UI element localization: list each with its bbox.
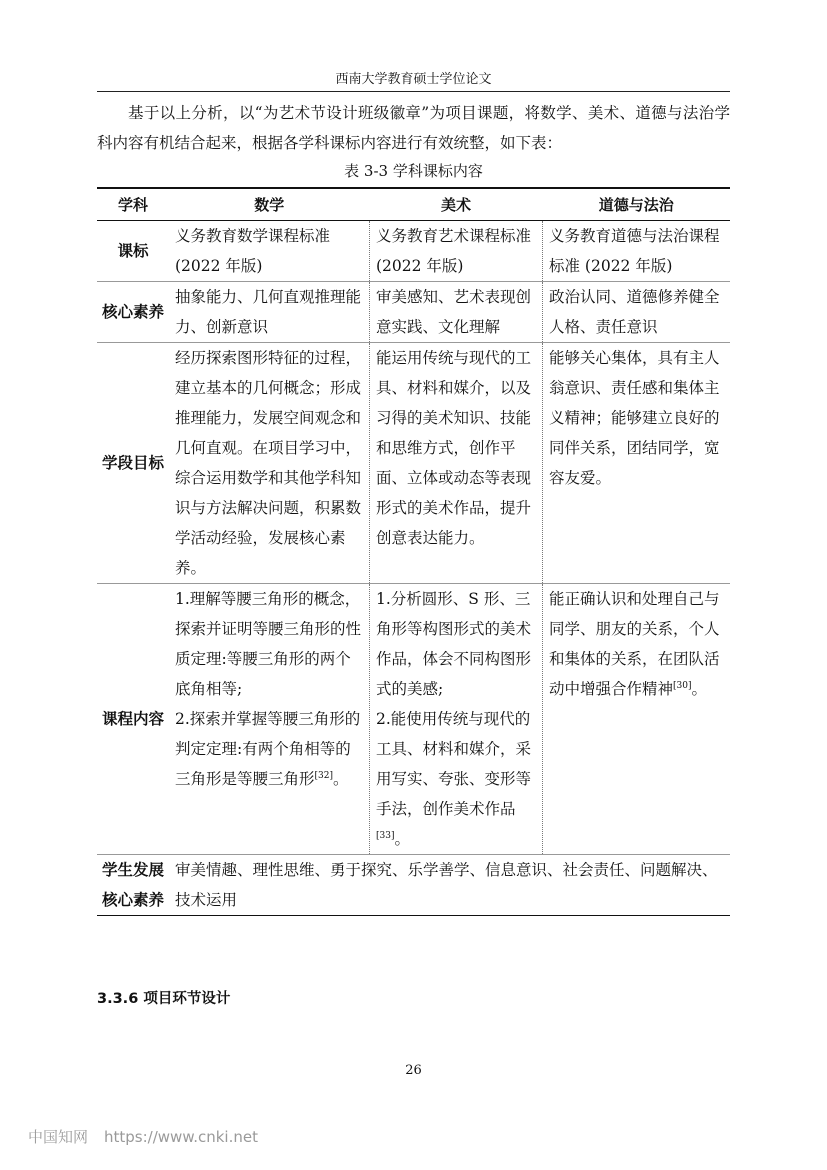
table-row — [97, 855, 730, 916]
cnki-watermark — [28, 1126, 258, 1147]
cell-math: 抽象能力、几何直观推理能力、创新意识 — [169, 282, 370, 343]
math-item-2: 2.探索并掌握等腰三角形的判定定理:有两个角相等的三角形是等腰三角形[32]。 — [175, 710, 361, 788]
row-label: 核心素养 — [97, 282, 169, 343]
header-art: 美术 — [440, 195, 471, 214]
row-label: 学生发展 核心素养 — [97, 855, 169, 916]
citation: [32] — [314, 770, 333, 781]
cell-art: 审美感知、艺术表现创意实践、文化理解 — [370, 282, 543, 343]
art-item-1: 1.分析圆形、S 形、三角形等构图形式的美术作品，体会不同构图形式的美感; — [376, 590, 532, 698]
row-label: 课程内容 — [97, 584, 169, 855]
table-header-row — [97, 188, 730, 221]
art-item-2: 2.能使用传统与现代的工具、材料和媒介，采用写实、夸张、变形等手法，创作美术作品[33]。 — [376, 710, 532, 848]
cell-math: 义务教育数学课程标准(2022 年版) — [169, 221, 370, 282]
header-subject: 学科 — [117, 195, 148, 214]
header-math: 数学 — [254, 195, 285, 214]
cell-math — [169, 584, 370, 855]
cell-art — [370, 584, 543, 855]
header-moral: 道德与法治 — [598, 195, 674, 214]
table-row — [97, 221, 730, 282]
cell-art: 能运用传统与现代的工具、材料和媒介，以及习得的美术知识、技能和思维方式，创作平面、立体或动态等表现形式的美术作品，提升创意表达能力。 — [370, 343, 543, 584]
cell-core-literacy: 审美情趣、理性思维、勇于探究、乐学善学、信息意识、社会责任、问题解决、技术运用 — [169, 855, 730, 916]
citation: [33] — [376, 830, 395, 841]
table-caption: 表 3-3 学科课标内容 — [344, 162, 483, 180]
cell-math: 经历探索图形特征的过程，建立基本的几何概念；形成推理能力，发展空间观念和几何直观。在项目学习中，综合运用数学和其他学科知识与方法解决问题，积累数学活动经验，发展核心素养。 — [169, 343, 370, 584]
table-row — [97, 282, 730, 343]
citation: [30] — [673, 680, 692, 691]
intro-paragraph: 基于以上分析，以“为艺术节设计班级徽章”为项目课题，将数学、美术、道德与法治学科内容有机结合起来，根据各学科课标内容进行有效统整，如下表： — [97, 104, 730, 152]
table-row — [97, 584, 730, 855]
section-heading: 3.3.6 项目环节设计 — [97, 991, 231, 1007]
cell-moral: 能够关心集体，具有主人翁意识、责任感和集体主义精神；能够建立良好的同伴关系，团结同学，宽容友爱。 — [543, 343, 731, 584]
watermark-brand: 中国知网 — [28, 1128, 89, 1146]
cell-art: 义务教育艺术课程标准 (2022 年版) — [370, 221, 543, 282]
math-item-1: 1.理解等腰三角形的概念，探索并证明等腰三角形的性质定理:等腰三角形的两个底角相等; — [175, 590, 362, 698]
table-row — [97, 343, 730, 584]
running-header: 西南大学教育硕士学位论文 — [97, 68, 730, 92]
cell-moral: 能正确认识和处理自己与同学、朋友的关系，个人和集体的关系，在团队活动中增强合作精神[30]。 — [543, 584, 731, 855]
row-label: 课标 — [117, 242, 149, 260]
cell-moral: 政治认同、道德修养健全人格、责任意识 — [543, 282, 731, 343]
cell-moral: 义务教育道德与法治课程标准 (2022 年版) — [549, 227, 720, 275]
curriculum-standards-table — [97, 187, 730, 916]
page-number: 26 — [405, 1063, 422, 1078]
row-label: 学段目标 — [97, 343, 169, 584]
watermark-url[interactable]: https://www.cnki.net — [104, 1128, 258, 1146]
